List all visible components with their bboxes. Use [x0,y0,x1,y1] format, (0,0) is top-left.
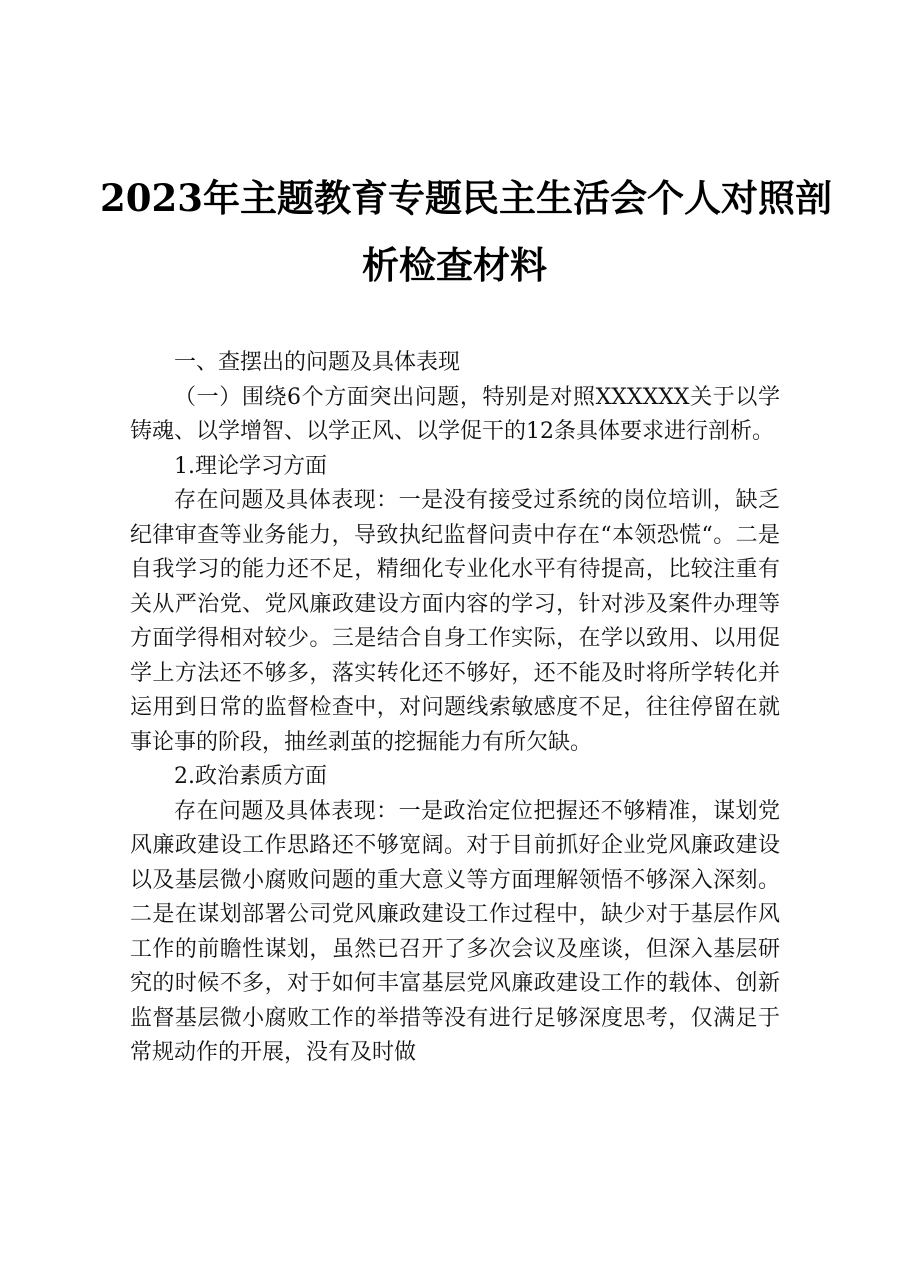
title-line-2: 析检查材料 [362,243,547,287]
section-heading: 一、查摆出的问题及具体表现 [174,350,461,375]
item-heading-theory: 1.理论学习方面 [174,453,327,479]
subsection-paragraph: （一）围绕6个方面突出问题，特别是对照XXXXXX关于以学铸魂、以学增智、以学正风、以学促干的12条具体要求进行剖析。 [130,384,780,444]
document-body [130,346,780,1071]
title-line-1: 2023年主题教育专题民主生活会个人对照剖 [100,176,832,220]
paragraph-politics-issues: 存在问题及具体表现：一是政治定位把握还不够精准，谋划党风廉政建设工作思路还不够宽阔。对于目前抓好企业党风廉政建设以及基层微小腐败问题的重大意义等方面理解领悟不够深入深刻。二是在谋划部署公司党风廉政建设工作过程中，缺少对于基层作风工作的前瞻性谋划，虽然已召开了多次会议及座谈，但深入基层研究的时候不多，对于如何丰富基层党风廉政建设工作的载体、创新监督基层微小腐败工作的举措等没有进行足够深度思考，仅满足于常规动作的开展，没有及时做 [130,798,780,1065]
item-heading-politics: 2.政治素质方面 [174,764,327,789]
document-title [100,165,832,299]
paragraph-theory-issues: 存在问题及具体表现：一是没有接受过系统的岗位培训，缺乏纪律审查等业务能力，导致执纪监督问责中存在“本领恐慌“。二是自我学习的能力还不足，精细化专业化水平有待提高，比较注重有关从严治党、党风廉政建设方面内容的学习，针对涉及案件办理等方面学得相对较少。三是结合自身工作实际，在学以致用、以用促学上方法还不够多，落实转化还不够好，还不能及时将所学转化并运用到日常的监督检查中，对问题线索敏感度不足，往往停留在就事论事的阶段，抽丝剥茧的挖掘能力有所欠缺。 [130,488,780,755]
